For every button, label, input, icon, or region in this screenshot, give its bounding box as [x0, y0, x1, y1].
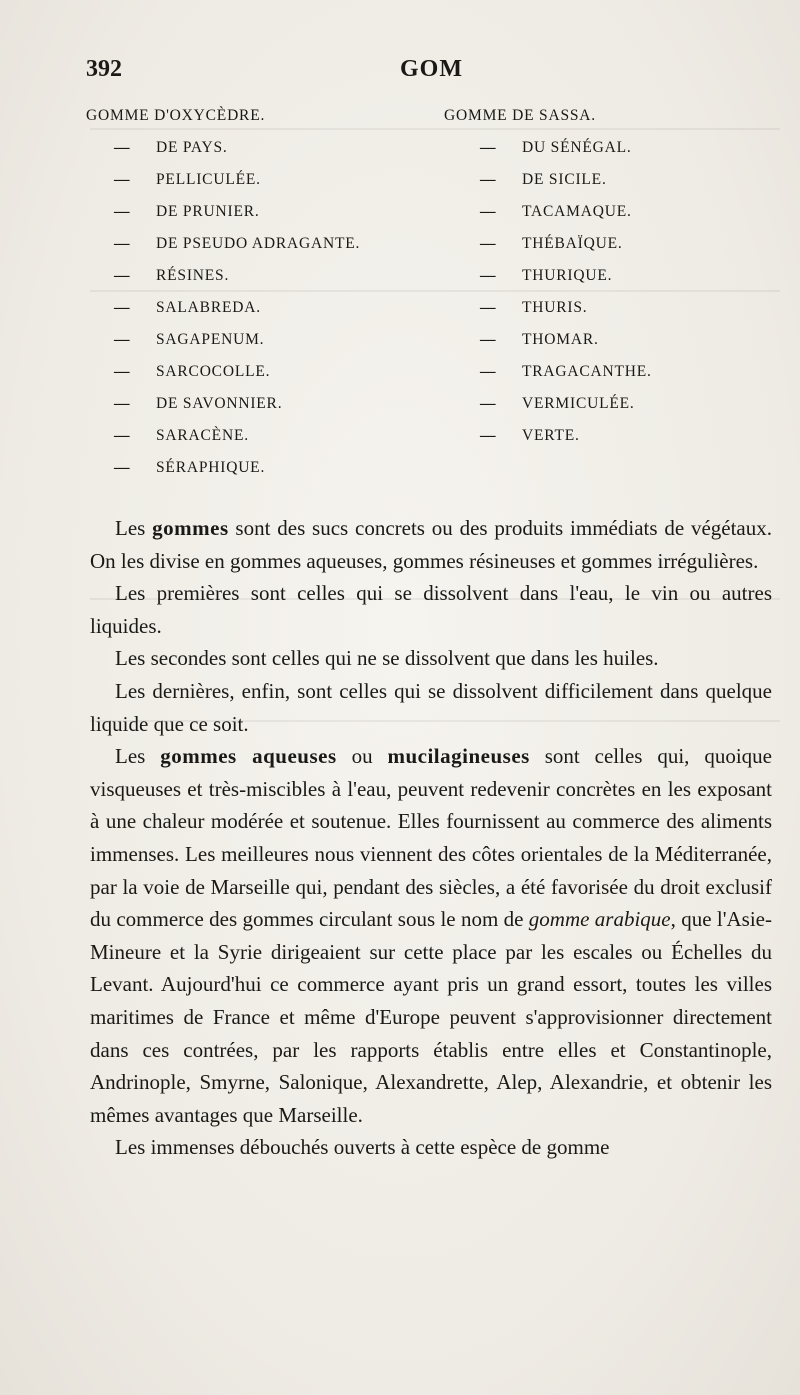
index-entry-label: DU SÉNÉGAL.: [522, 139, 632, 156]
bold-term: gommes aqueuses: [160, 744, 337, 769]
index-entry: [444, 420, 784, 452]
index-entry: [444, 324, 784, 356]
text-run: ou: [336, 744, 388, 769]
index-entry-label: RÉSINES.: [156, 267, 230, 284]
index-entry: [86, 260, 416, 292]
ditto-dash: —: [114, 299, 131, 316]
ditto-dash: —: [114, 171, 131, 188]
index-entry-label: THÉBAÏQUE.: [522, 235, 623, 252]
index-entry: [86, 356, 416, 388]
ditto-dash: —: [480, 395, 497, 412]
index-entry-label: DE SAVONNIER.: [156, 395, 283, 412]
index-column-left: [86, 100, 416, 484]
index-entry-label: THURIQUE.: [522, 267, 613, 284]
index-column-right: [444, 100, 784, 452]
index-entry: [86, 164, 416, 196]
ditto-dash: —: [114, 363, 131, 380]
ditto-dash: —: [480, 299, 497, 316]
index-entry-label: GOMME DE SASSA.: [444, 107, 596, 124]
index-entry: [86, 388, 416, 420]
bold-term: gommes: [152, 516, 229, 540]
ditto-dash: —: [114, 139, 131, 156]
index-entry-label: DE PAYS.: [156, 139, 228, 156]
ditto-dash: —: [114, 459, 131, 476]
paragraph: Les dernières, enfin, sont celles qui se dissolvent difficilement dans quelque liquide que ce soit.: [90, 678, 772, 736]
paragraph: Les premières sont celles qui se dissolvent dans l'eau, le vin ou autres liquides.: [90, 581, 772, 638]
ditto-dash: —: [114, 203, 131, 220]
index-entry-label: TRAGACANTHE.: [522, 363, 652, 380]
ditto-dash: —: [114, 235, 131, 252]
index-entry: [444, 356, 784, 388]
paragraph: [90, 740, 772, 1131]
paragraph: [90, 512, 772, 577]
ditto-dash: —: [480, 331, 497, 348]
ditto-dash: —: [480, 203, 497, 220]
index-entry: [444, 228, 784, 260]
page-number: 392: [86, 56, 122, 82]
ditto-dash: —: [480, 139, 497, 156]
text-run: Les: [115, 516, 153, 540]
index-entry: [444, 132, 784, 164]
index-entry: [444, 196, 784, 228]
index-entry-label: GOMME D'OXYCÈDRE.: [86, 107, 266, 124]
index-entry: [86, 132, 416, 164]
paragraph: Les immenses débouchés ouverts à cette espèce de gomme: [115, 1135, 610, 1160]
italic-term: gomme arabique: [528, 907, 671, 932]
text-run: , que l'Asie-Mineure et la Syrie dirigeaient sur cette place par les escales ou Échelles du Levant. Aujourd'hui ce commerce ayant pris un grand essort, toutes les villes maritimes de France et même d'Europe peuvent s'approvisionner directement dans ces contrées, par les rapports établis entre elles et Constantinople, Andrinople, Smyrne, Salonique, Alexandrette, Alep, Alexandrie, et obtenir les mêmes avantages que Marseille.: [90, 907, 772, 1127]
index-entry-label: SÉRAPHIQUE.: [156, 459, 266, 476]
index-entry: [444, 100, 784, 132]
index-entry-label: SAGAPENUM.: [156, 331, 265, 348]
text-run: Les: [115, 744, 161, 769]
paragraph: Les secondes sont celles qui ne se dissolvent que dans les huiles.: [115, 646, 659, 671]
text-run: sont celles qui, quoique visqueuses et très-miscibles à l'eau, peuvent redevenir concrètes en les exposant à une chaleur modérée et soutenue. Elles fournissent au commerce des aliments immenses. Les meilleures nous viennent des côtes orientales de la Méditerranée, par la voie de Marseille qui, pendant des siècles, a été favorisée du droit exclusif du commerce des gommes circulant sous le nom de: [90, 744, 772, 932]
ditto-dash: —: [480, 363, 497, 380]
text-run: sont des sucs concrets ou des produits immédiats de végétaux. On les divise en gommes aqueuses, gommes résineuses et gommes irrégulières.: [90, 516, 773, 573]
ditto-dash: —: [480, 171, 497, 188]
ditto-dash: —: [114, 395, 131, 412]
index-entry: [444, 164, 784, 196]
index-entry: [86, 452, 416, 484]
index-entry-label: TACAMAQUE.: [522, 203, 632, 220]
index-entry-label: SARACÈNE.: [156, 427, 249, 444]
index-entry-label: DE PRUNIER.: [156, 203, 260, 220]
index-entry: [86, 100, 416, 132]
index-entry-label: DE SICILE.: [522, 171, 607, 188]
index-entry-label: SARCOCOLLE.: [156, 363, 271, 380]
bold-term: mucilagineuses: [387, 744, 530, 769]
body-text: [90, 512, 772, 1164]
ditto-dash: —: [480, 427, 497, 444]
index-entry-label: SALABREDA.: [156, 299, 261, 316]
index-entry: [86, 292, 416, 324]
index-entry-label: DE PSEUDO ADRAGANTE.: [156, 235, 361, 252]
ditto-dash: —: [114, 267, 131, 284]
index-entry-label: PELLICULÉE.: [156, 171, 261, 188]
index-entry: [86, 324, 416, 356]
index-entry-label: THOMAR.: [522, 331, 599, 348]
ditto-dash: —: [480, 267, 497, 284]
index-entry-label: THURIS.: [522, 299, 588, 316]
ditto-dash: —: [114, 331, 131, 348]
index-entry: [86, 420, 416, 452]
index-entry: [86, 228, 416, 260]
index-entry: [444, 260, 784, 292]
index-entry-label: VERMICULÉE.: [522, 395, 635, 412]
index-entry: [86, 196, 416, 228]
page-header: [86, 56, 776, 92]
index-entry-label: VERTE.: [522, 427, 580, 444]
index-entry: [444, 388, 784, 420]
index-entry: [444, 292, 784, 324]
running-head: GOM: [400, 56, 463, 82]
ditto-dash: —: [480, 235, 497, 252]
ditto-dash: —: [114, 427, 131, 444]
